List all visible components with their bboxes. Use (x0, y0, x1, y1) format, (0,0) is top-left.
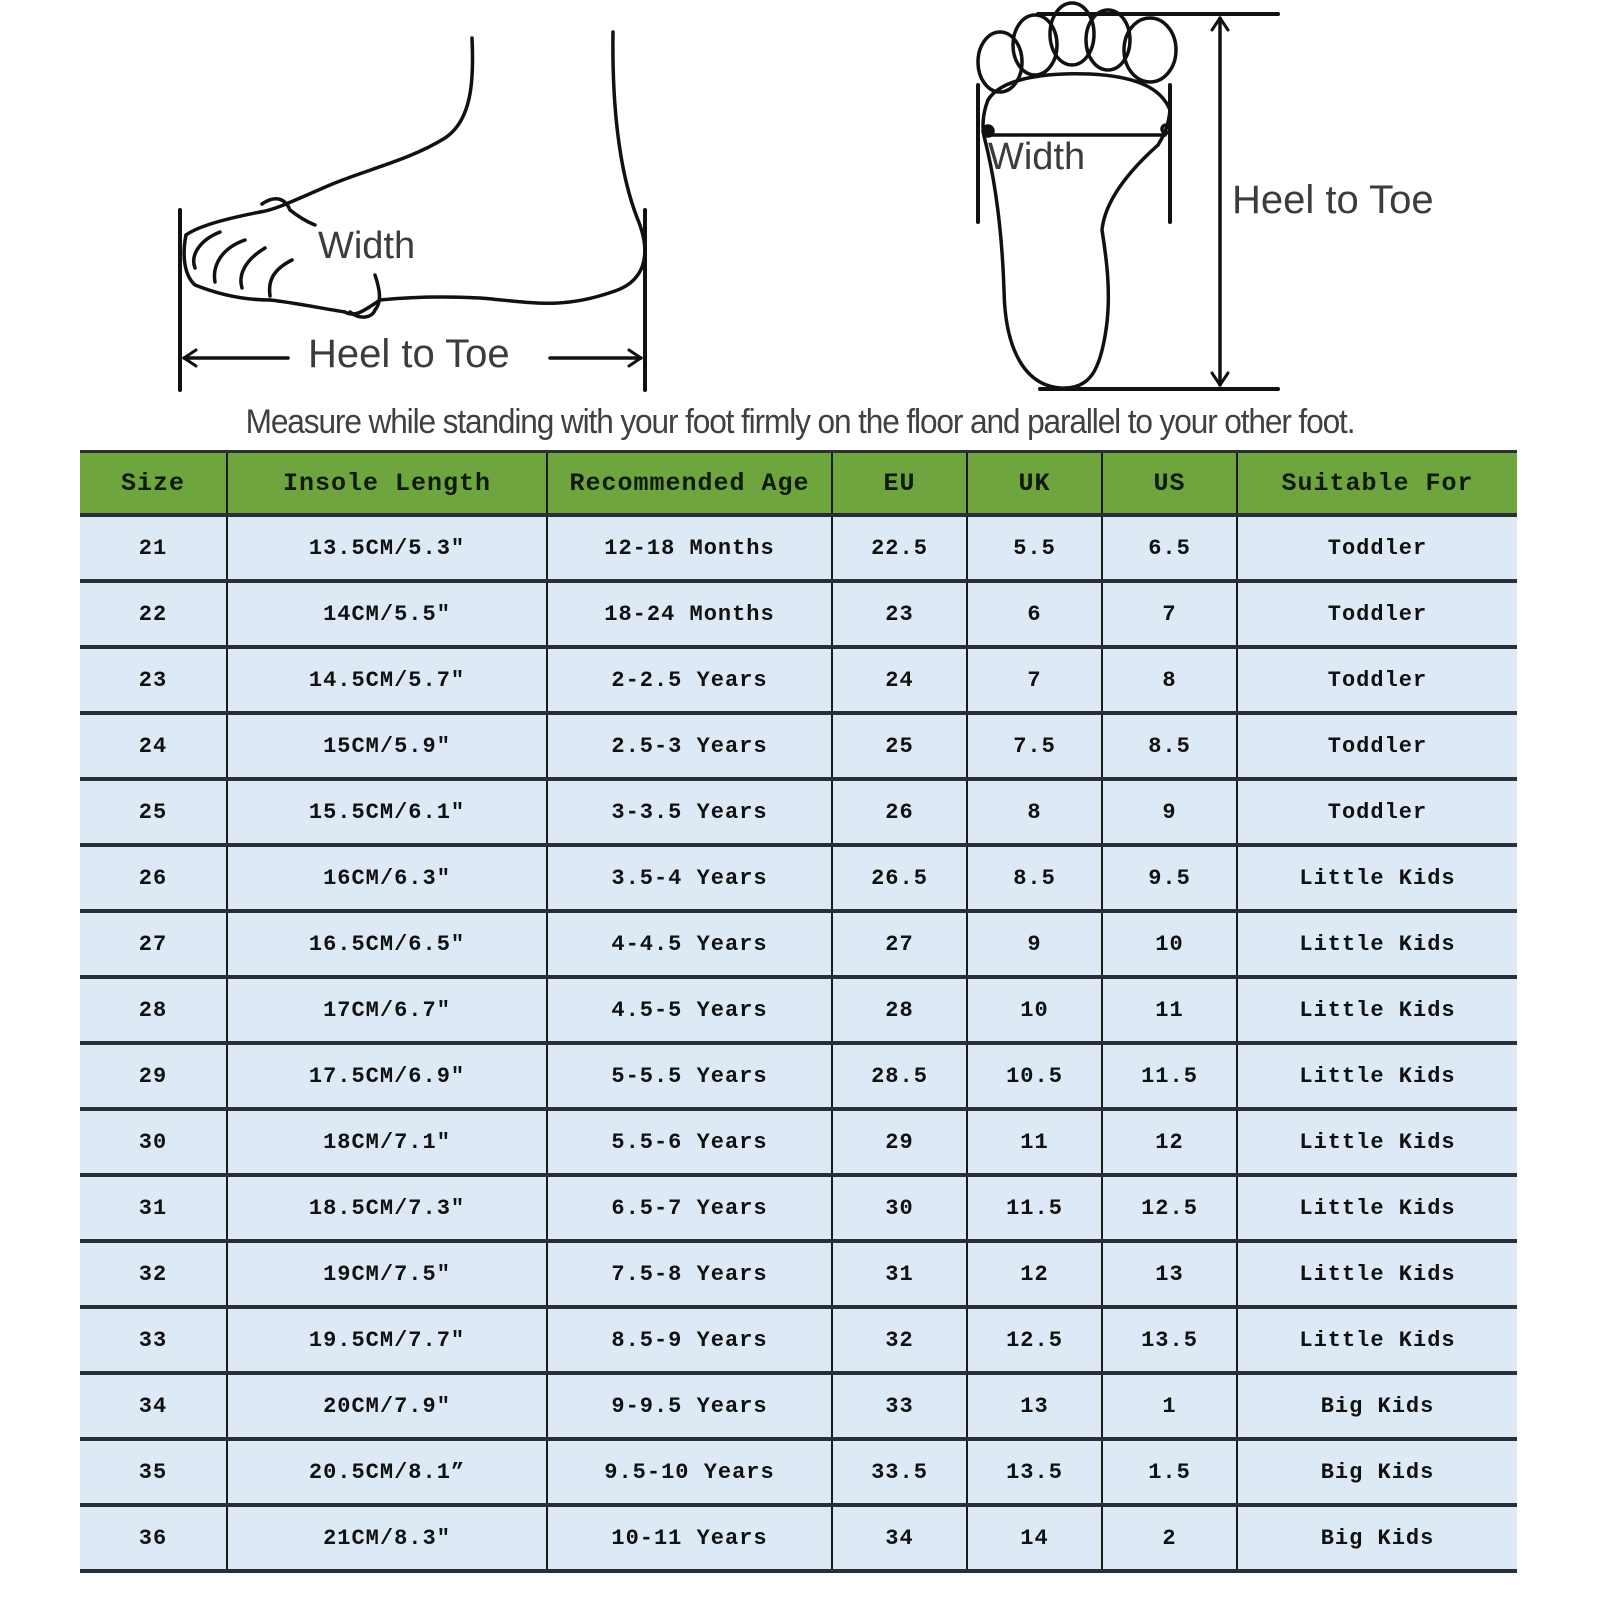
cell-suitable-for: Toddler (1237, 779, 1517, 845)
cell-suitable-for: Big Kids (1237, 1373, 1517, 1439)
table-row (80, 1439, 1517, 1505)
table-header-row (80, 452, 1517, 516)
table-row (80, 779, 1517, 845)
table-row (80, 1175, 1517, 1241)
table-row (80, 1505, 1517, 1571)
cell-uk: 7 (967, 647, 1102, 713)
cell-eu: 26.5 (832, 845, 967, 911)
cell-recommended-age: 4-4.5 Years (547, 911, 832, 977)
cell-us: 13.5 (1102, 1307, 1237, 1373)
table-row (80, 845, 1517, 911)
cell-suitable-for: Big Kids (1237, 1505, 1517, 1571)
cell-eu: 33.5 (832, 1439, 967, 1505)
table-row (80, 581, 1517, 647)
cell-uk: 13.5 (967, 1439, 1102, 1505)
cell-recommended-age: 2.5-3 Years (547, 713, 832, 779)
cell-suitable-for: Little Kids (1237, 1109, 1517, 1175)
cell-suitable-for: Toddler (1237, 647, 1517, 713)
sole-view-foot-illustration (940, 0, 1460, 400)
cell-size: 21 (80, 515, 227, 581)
cell-us: 8 (1102, 647, 1237, 713)
cell-recommended-age: 2-2.5 Years (547, 647, 832, 713)
cell-suitable-for: Toddler (1237, 581, 1517, 647)
cell-insole-length: 14.5CM/5.7″ (227, 647, 547, 713)
cell-eu: 30 (832, 1175, 967, 1241)
cell-insole-length: 14CM/5.5″ (227, 581, 547, 647)
table-row (80, 713, 1517, 779)
cell-size: 29 (80, 1043, 227, 1109)
cell-suitable-for: Little Kids (1237, 977, 1517, 1043)
cell-uk: 12.5 (967, 1307, 1102, 1373)
cell-suitable-for: Little Kids (1237, 911, 1517, 977)
cell-us: 6.5 (1102, 515, 1237, 581)
cell-insole-length: 16CM/6.3″ (227, 845, 547, 911)
side-heel-to-toe-label: Heel to Toe (308, 332, 510, 376)
cell-us: 11.5 (1102, 1043, 1237, 1109)
cell-uk: 9 (967, 911, 1102, 977)
cell-eu: 27 (832, 911, 967, 977)
cell-recommended-age: 3-3.5 Years (547, 779, 832, 845)
cell-recommended-age: 8.5-9 Years (547, 1307, 832, 1373)
cell-insole-length: 19CM/7.5″ (227, 1241, 547, 1307)
table-row (80, 1373, 1517, 1439)
table-row (80, 1241, 1517, 1307)
cell-recommended-age: 5.5-6 Years (547, 1109, 832, 1175)
table-row (80, 515, 1517, 581)
table-body (80, 515, 1517, 1571)
side-width-label: Width (318, 225, 416, 267)
cell-uk: 13 (967, 1373, 1102, 1439)
cell-us: 1 (1102, 1373, 1237, 1439)
size-chart-table (80, 450, 1517, 1573)
cell-suitable-for: Little Kids (1237, 1307, 1517, 1373)
cell-eu: 34 (832, 1505, 967, 1571)
cell-suitable-for: Toddler (1237, 515, 1517, 581)
cell-size: 35 (80, 1439, 227, 1505)
cell-uk: 11.5 (967, 1175, 1102, 1241)
cell-eu: 29 (832, 1109, 967, 1175)
cell-eu: 33 (832, 1373, 967, 1439)
cell-us: 11 (1102, 977, 1237, 1043)
cell-uk: 5.5 (967, 515, 1102, 581)
header-eu: EU (832, 452, 967, 516)
cell-insole-length: 19.5CM/7.7″ (227, 1307, 547, 1373)
cell-recommended-age: 3.5-4 Years (547, 845, 832, 911)
cell-uk: 11 (967, 1109, 1102, 1175)
sole-width-label: Width (988, 136, 1086, 178)
table-row (80, 1307, 1517, 1373)
cell-eu: 28.5 (832, 1043, 967, 1109)
cell-recommended-age: 4.5-5 Years (547, 977, 832, 1043)
table-row (80, 1109, 1517, 1175)
cell-insole-length: 18.5CM/7.3″ (227, 1175, 547, 1241)
cell-size: 23 (80, 647, 227, 713)
cell-size: 31 (80, 1175, 227, 1241)
header-suitable-for: Suitable For (1237, 452, 1517, 516)
cell-insole-length: 21CM/8.3″ (227, 1505, 547, 1571)
cell-size: 22 (80, 581, 227, 647)
cell-insole-length: 15.5CM/6.1″ (227, 779, 547, 845)
cell-recommended-age: 10-11 Years (547, 1505, 832, 1571)
table-row (80, 911, 1517, 977)
cell-recommended-age: 9-9.5 Years (547, 1373, 832, 1439)
cell-uk: 12 (967, 1241, 1102, 1307)
cell-eu: 24 (832, 647, 967, 713)
sole-heel-to-toe-label: Heel to Toe (1232, 178, 1434, 222)
cell-recommended-age: 12-18 Months (547, 515, 832, 581)
cell-eu: 22.5 (832, 515, 967, 581)
cell-eu: 32 (832, 1307, 967, 1373)
cell-insole-length: 18CM/7.1″ (227, 1109, 547, 1175)
cell-recommended-age: 18-24 Months (547, 581, 832, 647)
cell-size: 26 (80, 845, 227, 911)
cell-uk: 8 (967, 779, 1102, 845)
cell-insole-length: 20.5CM/8.1” (227, 1439, 547, 1505)
cell-us: 10 (1102, 911, 1237, 977)
cell-recommended-age: 5-5.5 Years (547, 1043, 832, 1109)
cell-size: 30 (80, 1109, 227, 1175)
cell-suitable-for: Toddler (1237, 713, 1517, 779)
cell-uk: 14 (967, 1505, 1102, 1571)
cell-us: 7 (1102, 581, 1237, 647)
cell-eu: 26 (832, 779, 967, 845)
cell-size: 34 (80, 1373, 227, 1439)
cell-insole-length: 15CM/5.9″ (227, 713, 547, 779)
cell-recommended-age: 9.5-10 Years (547, 1439, 832, 1505)
cell-size: 27 (80, 911, 227, 977)
cell-size: 36 (80, 1505, 227, 1571)
cell-eu: 28 (832, 977, 967, 1043)
cell-insole-length: 16.5CM/6.5″ (227, 911, 547, 977)
measuring-instruction: Measure while standing with your foot firmly on the floor and parallel to your other foot. (245, 403, 1355, 441)
cell-uk: 6 (967, 581, 1102, 647)
header-insole-length: Insole Length (227, 452, 547, 516)
cell-insole-length: 20CM/7.9″ (227, 1373, 547, 1439)
cell-us: 12 (1102, 1109, 1237, 1175)
cell-size: 32 (80, 1241, 227, 1307)
cell-us: 8.5 (1102, 713, 1237, 779)
cell-insole-length: 13.5CM/5.3″ (227, 515, 547, 581)
header-us: US (1102, 452, 1237, 516)
cell-eu: 25 (832, 713, 967, 779)
cell-eu: 23 (832, 581, 967, 647)
cell-insole-length: 17.5CM/6.9″ (227, 1043, 547, 1109)
cell-us: 9 (1102, 779, 1237, 845)
cell-suitable-for: Little Kids (1237, 1043, 1517, 1109)
cell-uk: 7.5 (967, 713, 1102, 779)
header-recommended-age: Recommended Age (547, 452, 832, 516)
cell-us: 1.5 (1102, 1439, 1237, 1505)
table-row (80, 1043, 1517, 1109)
cell-suitable-for: Little Kids (1237, 1175, 1517, 1241)
cell-us: 2 (1102, 1505, 1237, 1571)
table-row (80, 647, 1517, 713)
cell-size: 33 (80, 1307, 227, 1373)
cell-eu: 31 (832, 1241, 967, 1307)
side-view-foot-illustration (160, 20, 680, 400)
cell-suitable-for: Little Kids (1237, 845, 1517, 911)
table-row (80, 977, 1517, 1043)
header-size: Size (80, 452, 227, 516)
cell-recommended-age: 7.5-8 Years (547, 1241, 832, 1307)
cell-size: 28 (80, 977, 227, 1043)
cell-size: 24 (80, 713, 227, 779)
cell-size: 25 (80, 779, 227, 845)
cell-insole-length: 17CM/6.7″ (227, 977, 547, 1043)
cell-us: 12.5 (1102, 1175, 1237, 1241)
cell-uk: 10.5 (967, 1043, 1102, 1109)
cell-uk: 8.5 (967, 845, 1102, 911)
header-uk: UK (967, 452, 1102, 516)
cell-us: 13 (1102, 1241, 1237, 1307)
cell-suitable-for: Little Kids (1237, 1241, 1517, 1307)
cell-us: 9.5 (1102, 845, 1237, 911)
cell-uk: 10 (967, 977, 1102, 1043)
cell-suitable-for: Big Kids (1237, 1439, 1517, 1505)
cell-recommended-age: 6.5-7 Years (547, 1175, 832, 1241)
